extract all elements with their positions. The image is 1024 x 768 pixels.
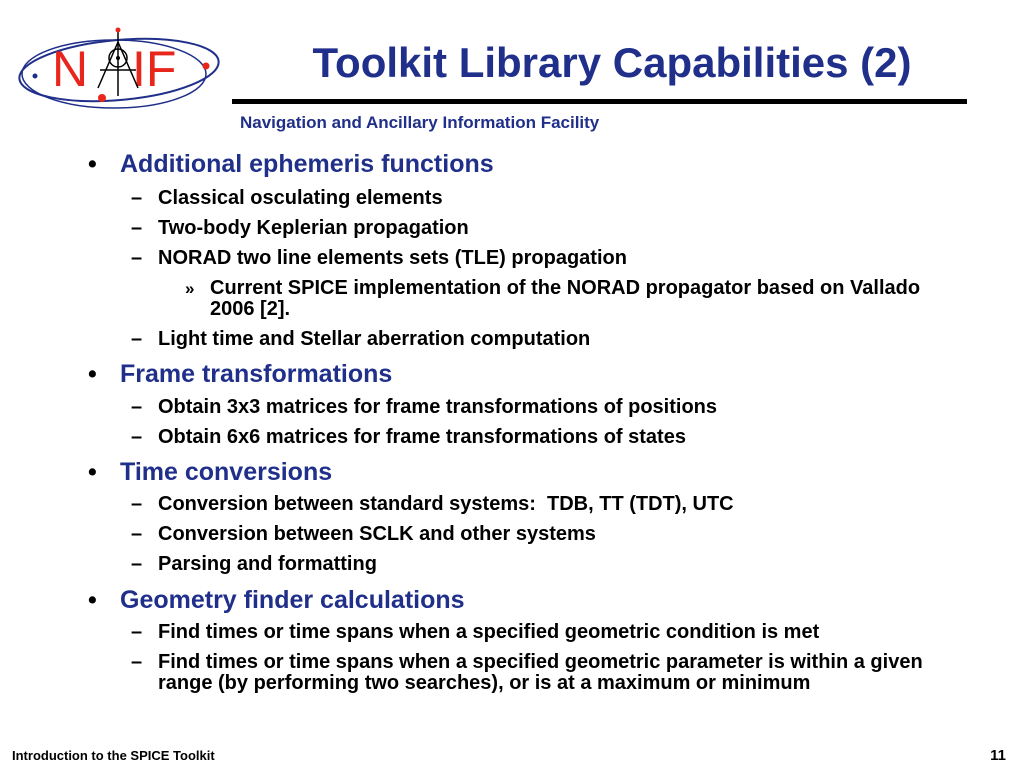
sub-bullet-marker: – [131,217,143,239]
page-number: 11 [990,747,1006,764]
bullet-item [88,458,333,486]
sub-bullet-item [131,396,718,418]
sub-bullet-item [131,426,686,448]
sub-bullet-text: Conversion between SCLK and other systems [158,523,596,545]
sub-bullet-text: Conversion between standard systems: TDB, TT (TDT), UTC [158,493,734,515]
bullet-item [88,360,393,388]
sub-bullet-text: Obtain 3x3 matrices for frame transformations of positions [158,396,718,418]
sub-bullet-text: Obtain 6x6 matrices for frame transformations of states [158,426,686,448]
sub-bullet-item [131,493,734,515]
sub-bullet-marker: – [131,247,143,269]
sub-bullet-marker: – [131,328,143,350]
bullet-text: Frame transformations [120,360,393,388]
sub-bullet-text: Find times or time spans when a specified geometric condition is met [158,621,820,643]
sub-sub-bullet-item [185,277,950,320]
sub-bullet-text: Parsing and formatting [158,553,377,575]
sub-bullet-marker: – [131,553,143,575]
sub-bullet-item [131,247,627,269]
sub-bullet-item [131,553,377,575]
footer-course-title: Introduction to the SPICE Toolkit [12,748,215,763]
svg-text:N: N [52,41,89,97]
bullet-item [88,586,465,614]
sub-bullet-marker: – [131,396,143,418]
sub-bullet-text: Classical osculating elements [158,187,443,209]
bullet-text: Time conversions [120,458,333,486]
sub-bullet-marker: – [131,523,143,545]
slide-title: Toolkit Library Capabilities (2) [312,39,912,86]
sub-bullet-text: Light time and Stellar aberration computation [158,328,591,350]
sub-sub-bullet-marker: » [185,279,195,298]
sub-bullet-marker: – [131,493,143,515]
sub-bullet-item [131,328,591,350]
bullet-marker: • [88,458,97,486]
sub-bullet-marker: – [131,426,143,448]
sub-sub-bullet-text: Current SPICE implementation of the NORAD propagator based on Vallado 2006 [2]. [210,277,921,320]
bullet-marker: • [88,150,97,178]
sub-bullet-marker: – [131,621,143,643]
svg-text:IF: IF [132,41,177,97]
sub-bullet-text: Find times or time spans when a specified geometric parameter is within a given range (by performing two searches), or is at a maximum or minimum [158,651,923,694]
bullet-item [88,150,494,178]
sub-bullet-marker: – [131,651,143,673]
sub-bullet-item [131,217,469,239]
sub-bullet-item [131,187,443,209]
bullet-marker: • [88,360,97,388]
sub-bullet-item [131,621,820,643]
slide-subtitle: Navigation and Ancillary Information Facility [240,113,600,132]
sub-bullet-text: NORAD two line elements sets (TLE) propagation [158,247,627,269]
bullet-text: Additional ephemeris functions [120,150,494,178]
sub-bullet-item [131,651,938,694]
sub-bullet-marker: – [131,187,143,209]
sub-bullet-text: Two-body Keplerian propagation [158,217,469,239]
sub-bullet-item [131,523,596,545]
bullet-text: Geometry finder calculations [120,586,465,614]
bullet-marker: • [88,586,97,614]
